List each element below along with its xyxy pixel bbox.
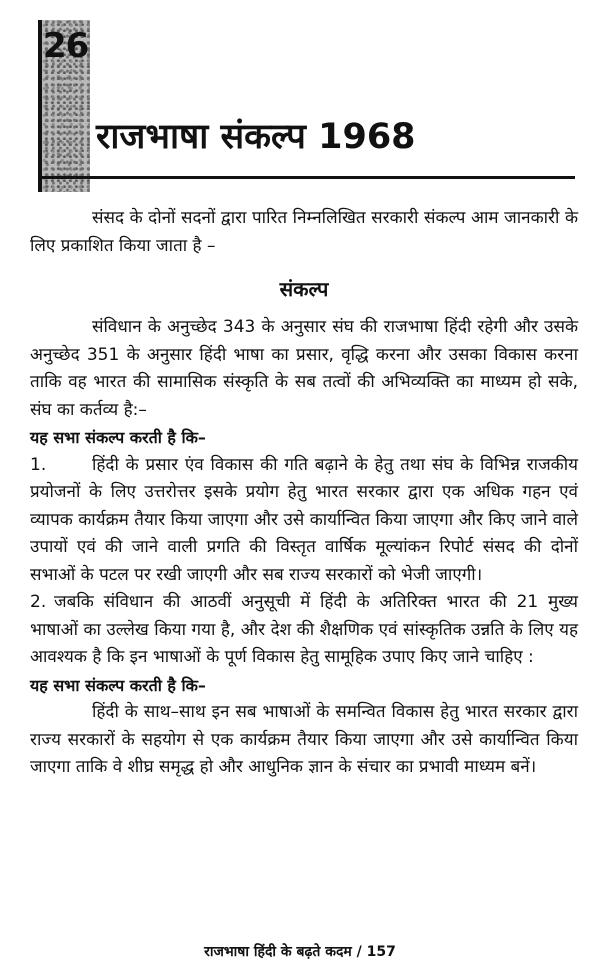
item-text: हिंदी के प्रसार एंव विकास की गति बढ़ाने के हेतु तथा संघ के विभिन्न राजकीय प्रयोजनों के लिए उत्तरोत्तर इसके प्रयोग हेतु भारत सरकार द्वारा एक अधिक गहन एवं व्यापक कार्यक्रम तैयार किया जाएगा और उसे कार्यान्वित किया जाएगा और किए जाने वाले उपायों एवं की जाने वाली प्रगति की विस्तृत वार्षिक मूल्यांकन रिपोर्ट संसद की दोनों सभाओं के पटल पर रखी जाएगी और सब राज्य सरकारों को भेजी जाएगी। [30, 454, 578, 585]
item-number: 2. [30, 592, 47, 612]
resolution-item-1 [30, 452, 578, 590]
chapter-number: 26 [43, 26, 89, 66]
resolution-line-1: यह सभा संकल्प करती है कि– [30, 428, 206, 447]
constitution-paragraph: संविधान के अनुच्छेद 343 के अनुसार संघ की राजभाषा हिंदी रहेगी और उसके अनुच्छेद 351 के अनुसार हिंदी भाषा का प्रसार, वृद्धि करना और उसका विकास करना ताकि वह भारत की सामासिक संस्कृति के सब तत्वों की अभिव्यक्ति का माध्यम हो सके, संघ का कर्तव्य है:– [30, 317, 578, 420]
chapter-title: राजभाषा संकल्प 1968 [96, 117, 416, 157]
title-underline [38, 176, 575, 179]
chapter-vertical-rule [38, 20, 42, 192]
resolution-item-2 [30, 589, 578, 672]
item-text: जबकि संविधान की आठवीं अनुसूची में हिंदी के अतिरिक्त भारत की 21 मुख्य भाषाओं का उल्लेख किया गया है, और देश की शैक्षणिक एवं सांस्कृतिक उन्नति के लिए यह आवश्यक है कि इन भाषाओं के पूर्ण विकास हेतु सामूहिक उपाए किए जाने चाहिए : [30, 592, 578, 667]
item-number: 1. [30, 454, 47, 475]
final-paragraph: हिंदी के साथ–साथ इन सब भाषाओं के समन्वित विकास हेतु भारत सरकार द्वारा राज्य सरकारों के सहयोग से एक कार्यक्रम तैयार किया जाएगा और उसे कार्यान्वित किया जाएगा ताकि वे शीघ्र समृद्ध हो और आधुनिक ज्ञान के संचार का प्रभावी माध्यम बनें। [30, 702, 578, 777]
section-heading: संकल्प [279, 277, 329, 301]
resolution-line-2: यह सभा संकल्प करती है कि– [30, 675, 206, 695]
page-footer: राजभाषा हिंदी के बढ़ते कदम / 157 [204, 944, 396, 960]
page-body [30, 205, 578, 782]
intro-paragraph: संसद के दोनों सदनों द्वारा पारित निम्नलिखित सरकारी संकल्प आम जानकारी के लिए प्रकाशित किया जाता है – [30, 208, 578, 256]
